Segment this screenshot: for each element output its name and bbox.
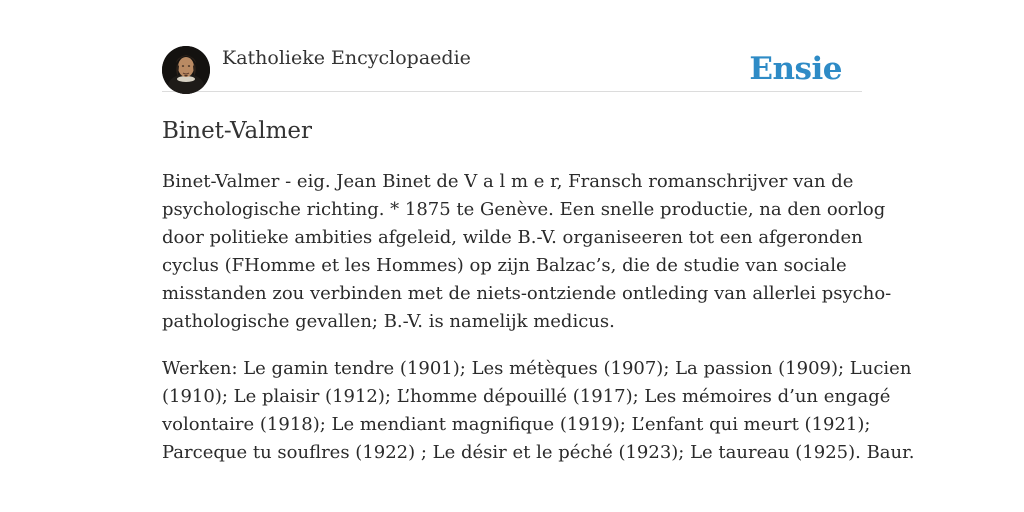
article-paragraph — [162, 168, 892, 336]
article-body — [162, 168, 915, 486]
text-line: volontaire (1918); Le mendiant magnifique (1919); L’enfant qui meurt (1921); — [162, 414, 871, 435]
portrait-avatar-icon[interactable] — [162, 46, 210, 94]
text-line: (1910); Le plaisir (1912); L’homme dépouillé (1917); Les mémoires d’un engagé — [162, 386, 891, 407]
ensie-logo[interactable]: Ensie — [749, 51, 842, 87]
works-paragraph — [162, 355, 915, 467]
text-line: Binet-Valmer - eig. Jean Binet de V a l m e r, Fransch romanschrijver van de — [162, 171, 854, 192]
text-line: psychologische richting. * 1875 te Genève. Een snelle productie, na den oorlog — [162, 199, 886, 220]
article-page — [162, 0, 915, 512]
text-line: Werken: Le gamin tendre (1901); Les métèques (1907); La passion (1909); Lucien — [162, 358, 912, 379]
header — [162, 0, 862, 92]
text-line: door politieke ambities afgeleid, wilde B.-V. organiseeren tot een afgeronden — [162, 227, 863, 248]
text-line: pathologische gevallen; B.-V. is namelijk medicus. — [162, 311, 615, 332]
text-line: misstanden zou verbinden met de niets-ontziende ontleding van allerlei psycho- — [162, 283, 892, 304]
text-line: cyclus (FHomme et les Hommes) op zijn Balzac’s, die de studie van sociale — [162, 255, 847, 276]
source-name[interactable]: Katholieke Encyclopaedie — [222, 47, 471, 69]
article-title: Binet-Valmer — [162, 118, 313, 144]
text-line: Parceque tu souflres (1922) ; Le désir et le péché (1923); Le taureau (1925). Baur. — [162, 442, 915, 463]
